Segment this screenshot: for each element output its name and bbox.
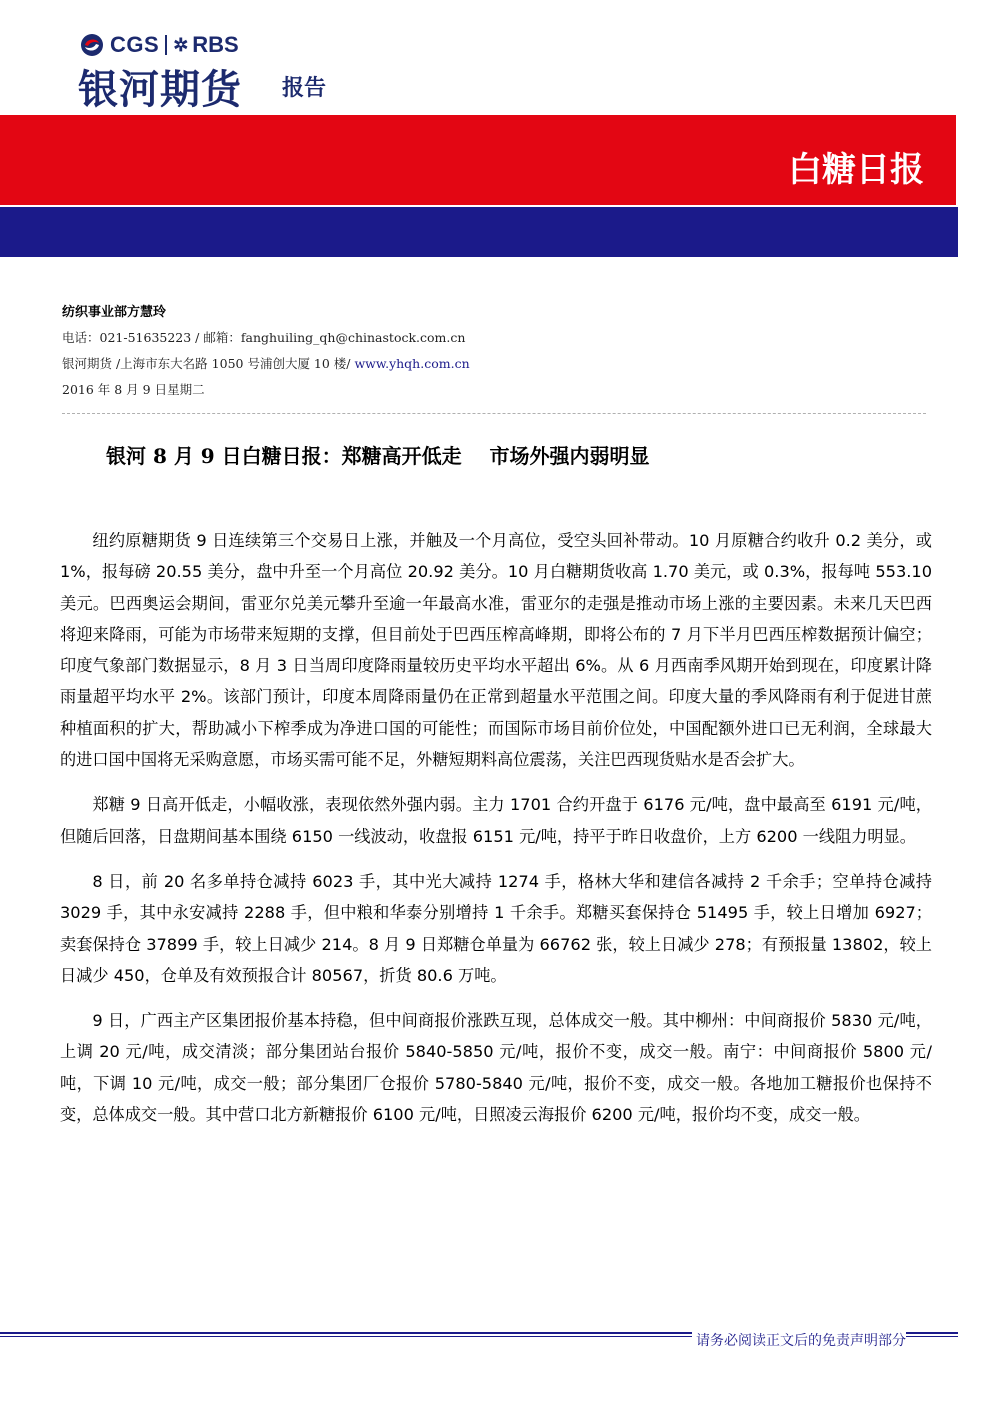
address-text: 银河期货 /上海市东大名路 1050 号浦创大厦 10 楼/ [62, 356, 355, 371]
dashed-divider [62, 413, 926, 414]
brand-cgs: CGS [110, 32, 160, 57]
address-line [62, 354, 470, 374]
report-suffix: 报告 [282, 76, 327, 101]
contact-line [62, 328, 465, 348]
brand-divider [165, 35, 167, 55]
author-name: 纺织事业部方慧玲 [62, 305, 167, 320]
contact-prefix: 电话：021-51635223 / 邮箱： [62, 330, 241, 345]
paragraph-positions: 8 日，前 20 名多单持仓减持 6023 手，其中光大减持 1274 手，格林大华和建信各减持 2 千余手；空单持仓减持 3029 手，其中永安减持 2288 手，但中粮和华泰分别增持 1 千余手。郑糖买套保持仓 51495 手，较上日增加 6927；卖套保持仓 37899 手，较上日减少 214。8 月 9 日郑糖仓单量为 66762 张，较上日减少 278；有预报量 13802，较上日减少 450，仓单及有效预报合计 80567，折货 80.6 万吨。 [60, 871, 932, 985]
cgs-swirl-icon [80, 33, 104, 57]
email-link[interactable]: fanghuiling_qh@chinastock.com.cn [240, 330, 466, 345]
report-date: 2016 年 8 月 9 日星期二 [62, 382, 205, 397]
brand-rbs-group [173, 32, 239, 58]
paragraph-raw-sugar: 纽约原糖期货 9 日连续第三个交易日上涨，并触及一个月高位，受空头回补带动。10 月原糖合约收升 0.2 美分，或 1%，报每磅 20.55 美分，盘中升至一个月高位 20.92 美分。10 月白糖期货收高 1.70 美元，或 0.3%，报每吨 553.10 美元。巴西奥运会期间，雷亚尔兑美元攀升至逾一年最高水准，雷亚尔的走强是推动市场上涨的主要因素。未来几天巴西将迎来降雨，可能为市场带来短期的支撑，但目前处于巴西压榨高峰期，即将公布的 7 月下半月巴西压榨数据预计偏空；印度气象部门数据显示，8 月 3 日当周印度降雨量较历史平均水平超出 6%。从 6 月西南季风期开始到现在，印度累计降雨量超平均水平 2%。该部门预计，印度本周降雨量仍在正常到超量水平范围之间。印度大量的季风降雨有利于促进甘蔗种植面积的扩大，帮助减小下榨季成为净进口国的可能性；而国际市场目前价位处，中国配额外进口已无利润，全球最大的进口国中国将无采购意愿，市场买需可能不足，外糖短期料高位震荡，关注巴西现货贴水是否会扩大。 [60, 531, 932, 770]
paragraph-zhengzhou-futures: 郑糖 9 日高开低走，小幅收涨，表现依然外强内弱。主力 1701 合约开盘于 6176 元/吨，盘中最高至 6191 元/吨，但随后回落，日盘期间基本围绕 6150 一线波动，收盘报 6151 元/吨，持平于昨日收盘价，上方 6200 一线阻力明显。 [60, 795, 932, 846]
disclaimer-note: 请务必阅读正文后的免责声明部分 [692, 1331, 906, 1351]
website-link[interactable]: www.yhqh.com.cn [354, 356, 470, 371]
brand-rbs: RBS [192, 32, 239, 57]
blue-banner [0, 207, 958, 257]
paragraph-spot-prices: 9 日，广西主产区集团报价基本持稳，但中间商报价涨跌互现，总体成交一般。其中柳州：中间商报价 5830 元/吨，上调 20 元/吨，成交清淡；部分集团站台报价 5840-5850 元/吨，报价不变，成交一般。南宁：中间商报价 5800 元/吨，下调 10 元/吨，成交一般；部分集团厂仓报价 5780-5840 元/吨，报价不变，成交一般。各地加工糖报价也保持不变，总体成交一般。其中营口北方新糖报价 6100 元/吨，日照凌云海报价 6200 元/吨，报价均不变，成交一般。 [60, 1011, 932, 1125]
report-type-title: 白糖日报 [788, 150, 924, 190]
company-name: 银河期货 [78, 67, 242, 113]
rbs-mark-icon: ✲ [173, 34, 189, 55]
logo [80, 30, 239, 60]
headline: 银河 8 月 9 日白糖日报：郑糖高开低走 市场外强内弱明显 [106, 444, 650, 468]
article-body [60, 525, 932, 1144]
